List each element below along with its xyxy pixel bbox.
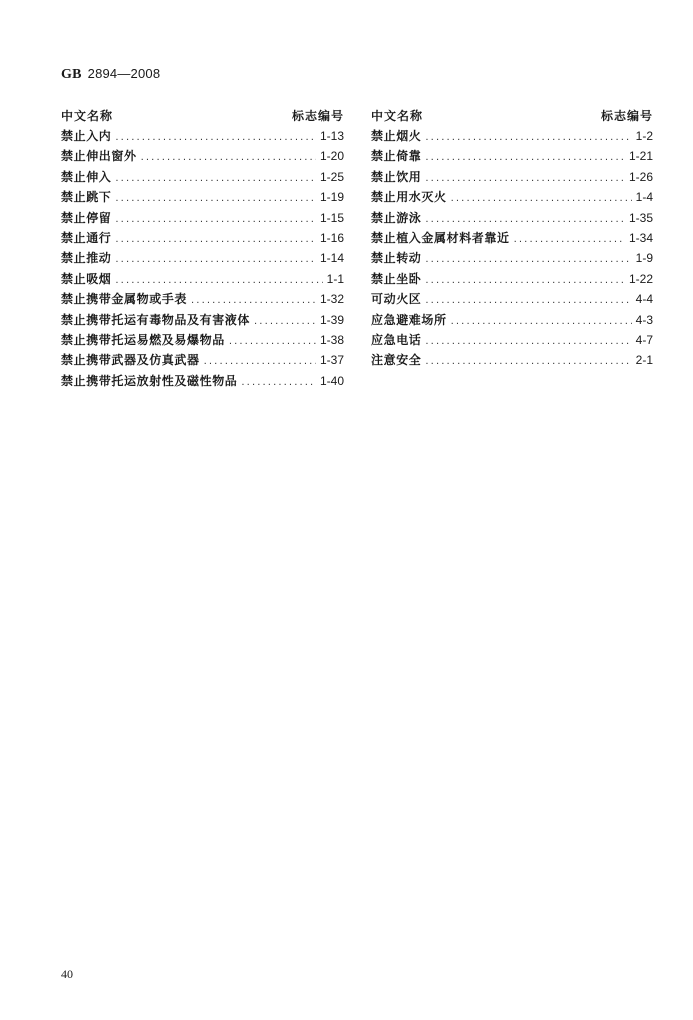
dot-leader <box>425 169 625 189</box>
entry-code: 1-13 <box>319 129 344 143</box>
entry-name: 禁止饮用 <box>371 169 422 184</box>
index-entry <box>61 167 344 187</box>
entry-name: 禁止携带托运易燃及易爆物品 <box>61 332 225 347</box>
entry-code: 1-32 <box>319 292 344 307</box>
column-header-name: 中文名称 <box>61 109 114 123</box>
entry-name: 禁止倚靠 <box>371 149 422 164</box>
entry-code: 2-1 <box>635 353 653 368</box>
entry-name: 禁止用水灭火 <box>371 190 447 205</box>
index-entry <box>61 289 344 309</box>
entry-code: 1-35 <box>628 210 653 225</box>
entry-name: 应急电话 <box>371 332 422 347</box>
dot-leader <box>451 189 632 209</box>
entry-code: 1-1 <box>326 271 344 286</box>
entry-code: 1-15 <box>319 210 344 225</box>
entry-name: 禁止携带武器及仿真武器 <box>61 353 200 368</box>
dot-leader <box>191 291 316 311</box>
dot-leader <box>425 291 631 311</box>
entry-name: 禁止伸入 <box>61 169 112 184</box>
index-entry <box>61 248 344 268</box>
entry-code: 4-4 <box>635 292 653 307</box>
dot-leader <box>115 230 316 250</box>
entry-code: 1-14 <box>319 251 344 266</box>
index-column-left <box>61 106 344 391</box>
dot-leader <box>425 332 631 352</box>
dot-leader <box>229 332 316 352</box>
index-list <box>371 126 653 371</box>
column-header <box>371 106 653 126</box>
standard-prefix: GB <box>61 67 82 82</box>
entry-code: 1-9 <box>635 251 653 266</box>
entry-code: 4-7 <box>635 332 653 347</box>
dot-leader <box>204 352 316 372</box>
dot-leader <box>425 271 625 291</box>
entry-name: 禁止伸出窗外 <box>61 149 137 164</box>
dot-leader <box>115 128 316 148</box>
entry-name: 应急避难场所 <box>371 312 447 327</box>
entry-name: 禁止植入金属材料者靠近 <box>371 230 510 245</box>
index-entry <box>371 228 653 248</box>
entry-name: 可动火区 <box>371 292 422 307</box>
dot-leader <box>425 128 631 148</box>
entry-name: 禁止推动 <box>61 251 112 266</box>
entry-name: 禁止游泳 <box>371 210 422 225</box>
entry-name: 禁止烟火 <box>371 129 422 143</box>
dot-leader <box>425 250 631 270</box>
dot-leader <box>115 189 316 209</box>
entry-code: 1-40 <box>319 373 344 388</box>
dot-leader <box>425 352 631 372</box>
index-entry <box>371 126 653 146</box>
index-entry <box>61 330 344 350</box>
entry-name: 禁止转动 <box>371 251 422 266</box>
entry-name: 禁止携带托运有毒物品及有害液体 <box>61 312 251 327</box>
column-header <box>61 106 344 126</box>
index-entry <box>371 248 653 268</box>
entry-code: 1-37 <box>319 353 344 368</box>
entry-code: 1-2 <box>635 129 653 143</box>
column-header-code: 标志编号 <box>291 109 344 123</box>
dot-leader <box>115 250 316 270</box>
index-entry <box>371 350 653 370</box>
column-header-name: 中文名称 <box>371 109 424 123</box>
entry-name: 禁止坐卧 <box>371 271 422 286</box>
dot-leader <box>115 210 316 230</box>
index-entry <box>61 228 344 248</box>
entry-name: 禁止跳下 <box>61 190 112 205</box>
index-entry <box>371 208 653 228</box>
entry-code: 1-4 <box>635 190 653 205</box>
document-header <box>61 66 160 83</box>
dot-leader <box>115 271 322 291</box>
index-entry <box>371 310 653 330</box>
index-entry <box>371 289 653 309</box>
index-entry <box>61 146 344 166</box>
index-entry <box>371 146 653 166</box>
entry-code: 1-26 <box>628 169 653 184</box>
dot-leader <box>425 210 625 230</box>
entry-name: 禁止通行 <box>61 230 112 245</box>
entry-name: 禁止入内 <box>61 129 112 143</box>
index-entry <box>371 330 653 350</box>
entry-code: 1-20 <box>319 149 344 164</box>
page-number: 40 <box>61 967 73 981</box>
entry-code: 4-3 <box>635 312 653 327</box>
index-entry <box>61 126 344 146</box>
index-entry <box>61 371 344 391</box>
dot-leader <box>241 373 316 393</box>
index-entry <box>61 269 344 289</box>
entry-name: 禁止携带金属物或手表 <box>61 292 188 307</box>
index-entry <box>371 269 653 289</box>
index-entry <box>371 167 653 187</box>
dot-leader <box>514 230 625 250</box>
entry-code: 1-39 <box>319 312 344 327</box>
dot-leader <box>115 169 316 189</box>
entry-code: 1-16 <box>319 230 344 245</box>
entry-name: 禁止吸烟 <box>61 271 112 286</box>
dot-leader <box>141 148 316 168</box>
entry-name: 禁止停留 <box>61 210 112 225</box>
index-entry <box>371 187 653 207</box>
index-column-right <box>371 106 653 371</box>
entry-code: 1-19 <box>319 190 344 205</box>
index-entry <box>61 208 344 228</box>
entry-code: 1-21 <box>628 149 653 164</box>
entry-code: 1-25 <box>319 169 344 184</box>
index-entry <box>61 350 344 370</box>
dot-leader <box>254 312 316 332</box>
index-entry <box>61 187 344 207</box>
column-header-code: 标志编号 <box>600 109 653 123</box>
standard-number: 2894—2008 <box>87 66 161 81</box>
dot-leader <box>425 148 625 168</box>
dot-leader <box>451 312 632 332</box>
entry-code: 1-22 <box>628 271 653 286</box>
entry-code: 1-38 <box>319 332 344 347</box>
index-entry <box>61 310 344 330</box>
entry-code: 1-34 <box>628 230 653 245</box>
index-list <box>61 126 344 391</box>
entry-name: 注意安全 <box>371 353 422 368</box>
entry-name: 禁止携带托运放射性及磁性物品 <box>61 373 238 388</box>
